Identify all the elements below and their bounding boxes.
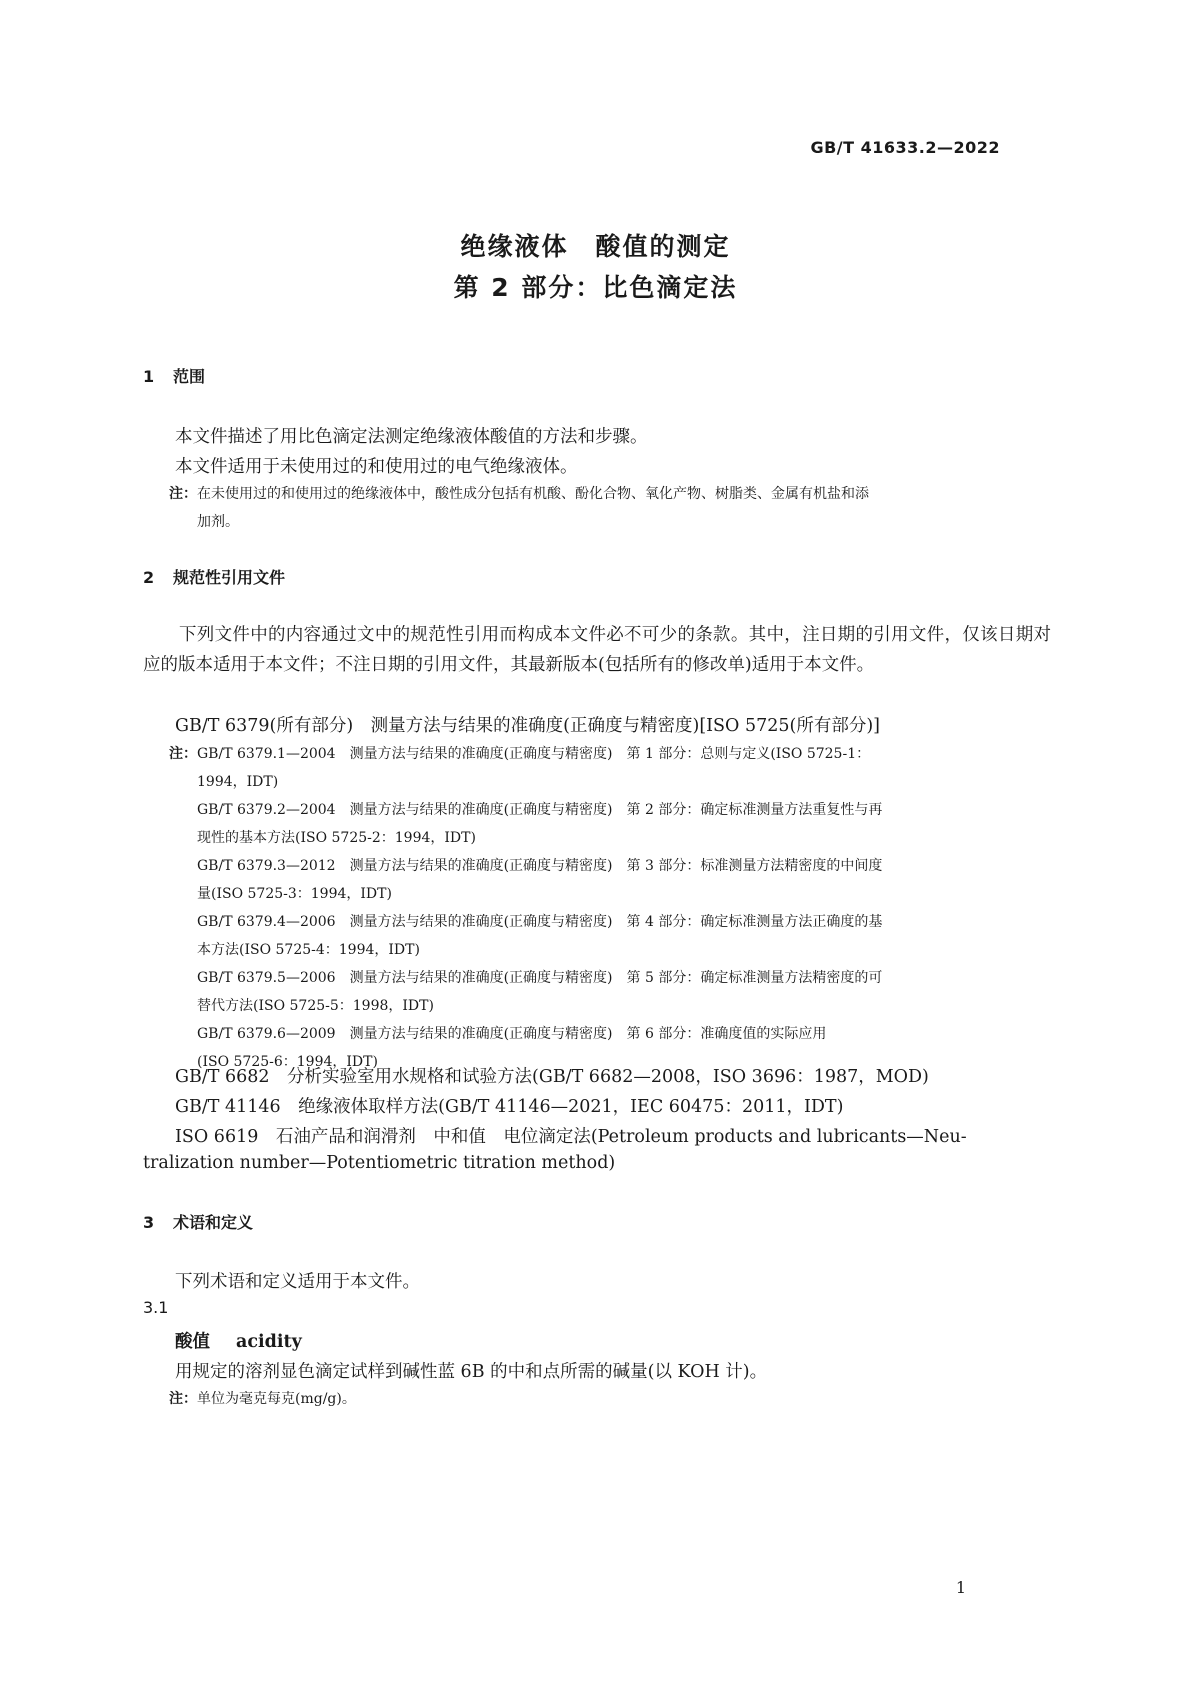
note-item xyxy=(180,964,1051,1020)
note-item-line1: GB/T 6379.2—2004 测量方法与结果的准确度(正确度与精密度) 第 2 部分：确定标准测量方法重复性与再 xyxy=(197,802,883,818)
reference-iso6619-line2: tralization number—Potentiometric titration method) xyxy=(143,1153,616,1173)
normative-references-intro: 下列文件中的内容通过文中的规范性引用而构成本文件必不可少的条款。其中，注日期的引用文件，仅该日期对应的版本适用于本文件；不注日期的引用文件，其最新版本(包括所有的修改单)适用于本文件。 xyxy=(143,625,1051,675)
section-title: 规范性引用文件 xyxy=(173,568,286,587)
note-item xyxy=(169,740,1051,796)
term-chinese: 酸值 xyxy=(175,1332,210,1352)
section-2-heading xyxy=(143,565,285,588)
note-item-line2: 替代方法(ISO 5725-5：1998，IDT) xyxy=(197,998,434,1014)
note-item-line2: 1994，IDT) xyxy=(197,774,279,790)
term-number: 3.1 xyxy=(143,1298,169,1317)
note-item-line2: 现性的基本方法(ISO 5725-2：1994，IDT) xyxy=(197,830,476,846)
note-label: 注： xyxy=(169,486,197,502)
note-label: 注： xyxy=(169,746,197,762)
section-number: 2 xyxy=(143,568,155,587)
reference-gbt41146: GB/T 41146 绝缘液体取样方法(GB/T 41146—2021，IEC 60475：2011，IDT) xyxy=(175,1097,844,1117)
note-text-line2: 加剂。 xyxy=(197,514,239,530)
note-text: 单位为毫克每克(mg/g)。 xyxy=(197,1391,356,1407)
note-item xyxy=(180,852,1051,908)
standard-number: GB/T 41633.2—2022 xyxy=(810,138,1000,157)
section-title: 范围 xyxy=(173,367,206,386)
note-item-line2: 量(ISO 5725-3：1994，IDT) xyxy=(197,886,392,902)
section-1-heading xyxy=(143,364,205,387)
section-number: 3 xyxy=(143,1213,155,1232)
reference-notes xyxy=(169,740,1051,1076)
document-title-line2: 第 2 部分：比色滴定法 xyxy=(453,273,738,302)
scope-paragraph-2: 本文件适用于未使用过的和使用过的电气绝缘液体。 xyxy=(175,457,578,477)
reference-gbt6682: GB/T 6682 分析实验室用水规格和试验方法(GB/T 6682—2008，ISO 3696：1987，MOD) xyxy=(175,1067,929,1087)
note-label: 注： xyxy=(169,1391,197,1407)
terms-intro: 下列术语和定义适用于本文件。 xyxy=(175,1272,420,1292)
note-item xyxy=(180,908,1051,964)
section-number: 1 xyxy=(143,367,155,386)
page-number: 1 xyxy=(955,1578,966,1597)
note-item xyxy=(180,796,1051,852)
note-item-line1: GB/T 6379.5—2006 测量方法与结果的准确度(正确度与精密度) 第 5 部分：确定标准测量方法精密度的可 xyxy=(197,970,883,986)
note-item-line1: GB/T 6379.1—2004 测量方法与结果的准确度(正确度与精密度) 第 1 部分：总则与定义(ISO 5725-1： xyxy=(197,746,871,762)
term-heading xyxy=(175,1328,302,1353)
note-item-line1: GB/T 6379.6—2009 测量方法与结果的准确度(正确度与精密度) 第 6 部分：准确度值的实际应用 xyxy=(197,1026,827,1042)
note-item-line2: (ISO 5725-6：1994，IDT) xyxy=(197,1054,378,1070)
note-text-line1: 在未使用过的和使用过的绝缘液体中，酸性成分包括有机酸、酚化合物、氧化产物、树脂类、金属有机盐和添 xyxy=(197,486,869,502)
note-item-line1: GB/T 6379.4—2006 测量方法与结果的准确度(正确度与精密度) 第 4 部分：确定标准测量方法正确度的基 xyxy=(197,914,883,930)
section-3-heading xyxy=(143,1210,253,1233)
scope-paragraph-1: 本文件描述了用比色滴定法测定绝缘液体酸值的方法和步骤。 xyxy=(175,427,648,447)
note-item-line2: 本方法(ISO 5725-4：1994，IDT) xyxy=(197,942,420,958)
reference-iso6619-line1: ISO 6619 石油产品和润滑剂 中和值 电位滴定法(Petroleum products and lubricants—Neu- xyxy=(175,1127,967,1147)
note-item-line1: GB/T 6379.3—2012 测量方法与结果的准确度(正确度与精密度) 第 3 部分：标准测量方法精密度的中间度 xyxy=(197,858,883,874)
document-title-line1: 绝缘液体 酸值的测定 xyxy=(460,232,731,261)
reference-gbt6379: GB/T 6379(所有部分) 测量方法与结果的准确度(正确度与精密度)[ISO 5725(所有部分)] xyxy=(175,716,880,736)
section-title: 术语和定义 xyxy=(173,1213,254,1232)
scope-note xyxy=(169,480,1051,536)
term-english: acidity xyxy=(236,1332,302,1352)
term-note xyxy=(169,1385,356,1413)
term-definition: 用规定的溶剂显色滴定试样到碱性蓝 6B 的中和点所需的碱量(以 KOH 计)。 xyxy=(175,1362,768,1382)
